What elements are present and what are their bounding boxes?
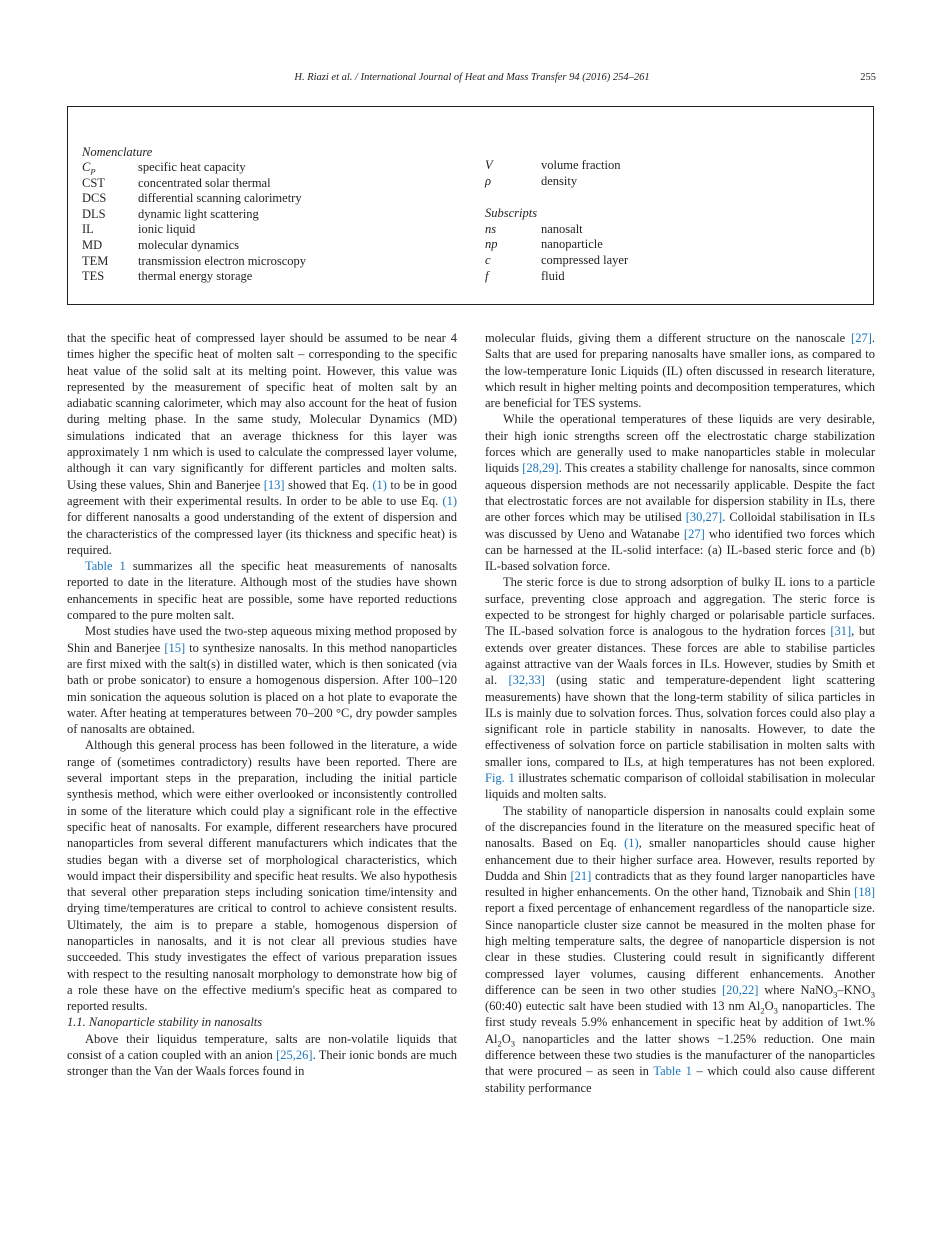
nomenclature-entry: V volume fraction (485, 158, 621, 172)
citation-link[interactable]: [20,22] (721, 982, 759, 997)
citation-link[interactable]: [13] (263, 477, 285, 492)
running-title: H. Riazi et al. / International Journal of Heat and Mass Transfer 94 (2016) 254–261 (294, 72, 650, 83)
paragraph: Most studies have used the two-step aqueous mixing method proposed by Shin and Banerjee [15] to synthesize nanosalts. In this method nanoparticles are first mixed with the salt(s) in distilled water, which is then sonicated (via bath or probe sonicator) to ensure a homogenous dispersion. After 100–120 min sonication the aqueous solution is placed on a hot plate to evaporate the water. After heating at temperatures between 70–200 °C, dry powder samples of nanosalts are obtained. (67, 624, 457, 737)
nomenclature-box (67, 106, 874, 305)
paragraph: that the specific heat of compressed layer should be assumed to be near 4 times higher the specific heat of molten salt – corresponding to the specific heat value of the solid salt at its melting point. However, this value was represented by the measurement of specific heat of molten salt by an adiabatic scanning calorimeter, which may also account for the heat of fusion during melting phase. In the same study, Molecular Dynamics (MD) simulations indicated that an average thickness for this layer was approximately 1 nm which is used to calculate the compressed layer volume, although it can vary significantly for different particles and molten salts. Using these values, Shin and Banerjee [13] showed that Eq. (1) to be in good agreement with their experimental results. In order to be able to use Eq. (1) for different nanosalts a good understanding of the extent of dispersion and the characteristics of the compressed layer (its thickness and specific heat) is required. (67, 331, 457, 557)
equation-link[interactable]: (1) (624, 836, 639, 851)
nomenclature-entry: TES thermal energy storage (82, 269, 253, 284)
subscripts-title: Subscripts (485, 206, 538, 221)
page-number: 255 (860, 72, 876, 83)
paragraph: While the operational temperatures of these liquids are very desirable, their high ionic strengths screen off the electrostatic charge stabilization forces which are generally used to make nanoparticles stable in molecular liquids [28,29]. This creates a stability challenge for nanosalts, since common aqueous dispersion methods are not necessarily applicable. Despite the fact that electrostatic forces are not available for dispersion stability in ILs, there are other forces which may be utilised [30,27]. Colloidal stabilisation in ILs was discussed by Ueno and Watanabe [27] who identified two forces which can be harnessed at the IL-solid interface: (a) IL-based steric force and (b) IL-based solvation force. (485, 412, 875, 574)
citation-link[interactable]: [18] (854, 885, 875, 900)
paragraph: Table 1 summarizes all the specific heat measurements of nanosalts reported to date in the literature. Although most of the studies have shown enhancements in specific heat are possible, some have reported reductions compared to the pure molten salt. (67, 559, 458, 623)
table-link[interactable]: Table 1 (85, 559, 126, 574)
paragraph: The stability of nanoparticle dispersion in nanosalts could explain some of the discrepancies found in the literature on the measured specific heat of nanosalts. Based on Eq. (1), smaller nanoparticles should cause higher enhancement due to their higher surface area. However, results reported by Dudda and Shin [21] contradicts that as they found larger nanoparticles have resulted in higher enhancements. On the other hand, Tiznobaik and Shin [18] report a fixed percentage of enhancement regardless of the nanoparticle size. Since nanoparticle cluster size cannot be measured in the molten phase for high melting temperature salts, the degree of nanoparticle dispersion is not clear in these studies. Clustering could result in significantly different compressed layer volumes, causing different enhancements. Another difference can be seen in two other studies [20,22] where $NaNO_3-KNO_3$ (60:40) eutectic salt have been studied with 13 nm $Al_2O_3$ nanoparticles. The first study reveals 5.9% enhancement in specific heat by addition of 1wt.% $Al_2O_3$ nanoparticles and the latter shows −1.25% reduction. One main difference between these two studies is the manufacturer of the nanoparticles that were procured – as seen in Table 1 – which could also cause different stability performance (485, 803, 875, 1095)
nomenclature-title: Nomenclature (82, 145, 153, 159)
subscript-entry: np nanoparticle (485, 237, 603, 252)
equation-link[interactable]: (1) (442, 493, 457, 508)
citation-link[interactable]: [25,26] (276, 1048, 313, 1063)
nomenclature-entry: DCS differential scanning calorimetry (82, 191, 302, 206)
running-header (68, 72, 876, 88)
citation-link[interactable]: [15] (164, 640, 186, 655)
paragraph: The steric force is due to strong adsorption of bulky IL ions to a particle surface, preventing close approach and aggregation. The steric force is expected to be strongest for highly charged or polarisable particle surfaces. The IL-based solvation force is analogous to the hydration forces [31], but extends over greater distances. These forces are able to stabilise particles against attractive van der Waals forces in ILs. However, studies by Smith et al. [32,33] (using static and temperature-dependent light scattering measurements) have shown that the long-term stability of silica particles in ILs is mainly due to solvation forces. Thus, solvation forces could also play a significant role in particle stability in nanosalts. However, to date the effectiveness of solvation force on particle stabilisation in molten salts with smaller ions, compared to ILs, at high temperatures has not been explored. Fig. 1 illustrates schematic comparison of colloidal stabilisation in molecular liquids and molten salts. (485, 575, 875, 802)
citation-link[interactable]: [28,29] (522, 461, 559, 476)
nomenclature-entry: CST concentrated solar thermal (82, 175, 271, 190)
paragraph: Although this general process has been followed in the literature, a wide range of (sometimes contradictory) results have been reported. There are several important steps in the preparation, including the initial particle synthesis method, which were either overlooked or inconsistently controlled in some of the literature which could play a significant role in the effective specific heat of nanosalts. For example, different researchers have procured nanoparticles from several different manufacturers which indicates that the studies began with a diverse set of morphological characteristics, which would impact their dispersibility and specific heat results. We also hypothesis that several other preparation steps including sonication time/intensity and drying time/temperatures are critical to control to achieve consistent results. Ultimately, the aim is to prepare a stable, homogenous dispersion of nanoparticles in nanosalts, and it is not clear all previous studies have succeeded. This study investigates the effect of various preparation issues with respect to the resulting nanosalt morphology to demonstrate how big of a role these have on the effective medium's specific heat as compared to reported results. (67, 738, 457, 1014)
paragraph: Above their liquidus temperature, salts are non-volatile liquids that consist of a cation coupled with an anion [25,26]. Their ionic bonds are much stronger than the Van der Waals forces found in (67, 1031, 457, 1079)
citation-link[interactable]: [27] (683, 526, 705, 541)
citation-link[interactable]: [30,27] (685, 510, 723, 525)
equation-link[interactable]: (1) (372, 477, 387, 492)
citation-link[interactable]: [27] (851, 331, 872, 345)
nomenclature-left-list (82, 160, 306, 285)
figure-link[interactable]: Fig. 1 (485, 771, 515, 786)
right-column (485, 330, 875, 1096)
subscript-entry: f fluid (485, 268, 565, 283)
nomenclature-entry: ρ density (485, 173, 578, 188)
nomenclature-entry: MD molecular dynamics (82, 237, 240, 252)
nomenclature-entry: TEM transmission electron microscopy (82, 253, 307, 268)
subscript-entry: c compressed layer (485, 252, 629, 267)
left-column (67, 330, 457, 1080)
nomenclature-entry: DLS dynamic light scattering (82, 206, 259, 221)
subscript-entry: ns nanosalt (485, 221, 583, 236)
citation-link[interactable]: [32,33] (508, 673, 545, 688)
table-link[interactable]: Table 1 (653, 1064, 692, 1079)
nomenclature-right-list (485, 158, 628, 284)
section-heading: 1.1. Nanoparticle stability in nanosalts (67, 1015, 263, 1030)
nomenclature-entry: IL ionic liquid (82, 222, 196, 237)
paragraph: molecular fluids, giving them a different structure on the nanoscale [27]. Salts that are used for preparing nanosalts have smaller ions, as compared to the low-temperature Ionic Liquids (IL) often discussed in research literature, which result in higher melting points and decomposition temperatures, which are beneficial for TES systems. (485, 331, 875, 411)
citation-link[interactable]: [21] (570, 868, 592, 883)
nomenclature-entry: $C_P$ specific heat capacity (82, 160, 246, 177)
citation-link[interactable]: [31] (830, 624, 852, 639)
